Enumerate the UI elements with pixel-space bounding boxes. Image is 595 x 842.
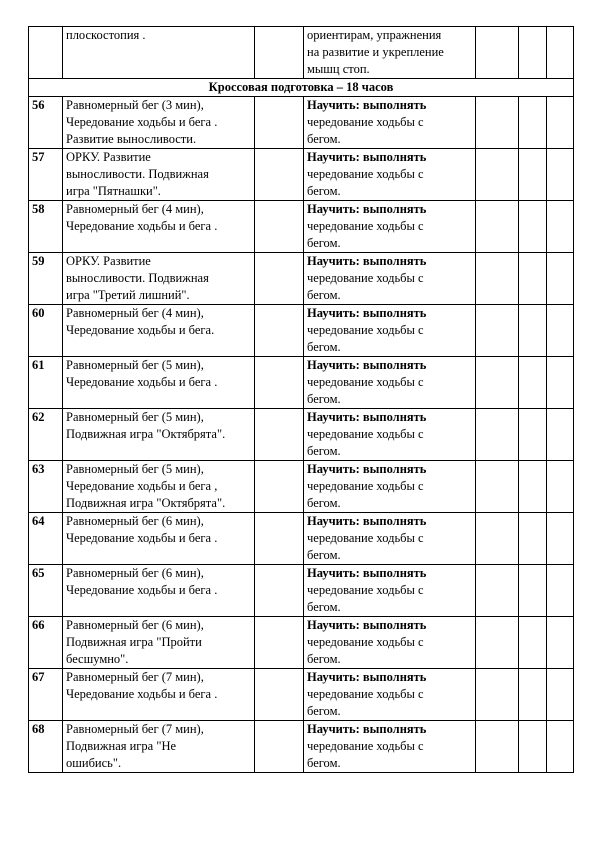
date-plan-cell <box>519 617 547 669</box>
date-plan-cell <box>519 357 547 409</box>
goal-heading: Научить: выполнять <box>307 670 427 684</box>
goal-text: чередование ходьбы с бегом. <box>307 427 424 458</box>
goal-cell <box>304 253 476 305</box>
topic-text: плоскостопия . <box>66 28 146 42</box>
goal-cell <box>304 565 476 617</box>
date-plan-cell <box>519 721 547 773</box>
hours-cell <box>255 253 304 305</box>
table-row <box>29 149 574 201</box>
goal-cell <box>304 305 476 357</box>
date-plan-cell <box>519 513 547 565</box>
date-plan-cell <box>519 409 547 461</box>
lesson-number: 60 <box>29 305 63 357</box>
goal-text: чередование ходьбы с бегом. <box>307 271 424 302</box>
date-plan-cell <box>519 201 547 253</box>
date-fact-cell <box>547 97 574 149</box>
lesson-number: 61 <box>29 357 63 409</box>
date-fact-cell <box>547 27 574 79</box>
topic-cell <box>63 513 255 565</box>
table-row-continuation <box>29 27 574 79</box>
topic-cell <box>63 149 255 201</box>
extra-cell <box>476 305 519 357</box>
topic-text: Равномерный бег (6 мин), Чередование ходьбы и бега . <box>66 514 218 545</box>
hours-cell <box>255 721 304 773</box>
goal-heading: Научить: выполнять <box>307 514 427 528</box>
goal-text: чередование ходьбы с бегом. <box>307 635 424 666</box>
date-fact-cell <box>547 149 574 201</box>
table-row <box>29 721 574 773</box>
hours-cell <box>255 565 304 617</box>
hours-cell <box>255 409 304 461</box>
date-fact-cell <box>547 409 574 461</box>
date-plan-cell <box>519 253 547 305</box>
topic-cell <box>63 201 255 253</box>
extra-cell <box>476 201 519 253</box>
goal-heading: Научить: выполнять <box>307 618 427 632</box>
lesson-number: 64 <box>29 513 63 565</box>
hours-cell <box>255 461 304 513</box>
goal-heading: Научить: выполнять <box>307 566 427 580</box>
hours-cell <box>255 149 304 201</box>
goal-cell <box>304 97 476 149</box>
topic-cell <box>63 253 255 305</box>
extra-cell <box>476 513 519 565</box>
topic-cell <box>63 357 255 409</box>
date-plan-cell <box>519 305 547 357</box>
goal-cell <box>304 357 476 409</box>
date-fact-cell <box>547 617 574 669</box>
topic-text: Равномерный бег (4 мин), Чередование ходьбы и бега. <box>66 306 215 337</box>
section-row <box>29 79 574 97</box>
goal-text: ориентирам, упражнения на развитие и укрепление мышц стоп. <box>307 28 444 76</box>
topic-text: Равномерный бег (5 мин), Подвижная игра "Октябрята". <box>66 410 226 441</box>
hours-cell <box>255 669 304 721</box>
goal-cell <box>304 513 476 565</box>
table-row <box>29 253 574 305</box>
extra-cell <box>476 461 519 513</box>
lesson-number: 59 <box>29 253 63 305</box>
goal-heading: Научить: выполнять <box>307 722 427 736</box>
lesson-number: 62 <box>29 409 63 461</box>
lesson-number: 63 <box>29 461 63 513</box>
topic-cell <box>63 409 255 461</box>
extra-cell <box>476 409 519 461</box>
lesson-number: 68 <box>29 721 63 773</box>
topic-text: Равномерный бег (7 мин), Подвижная игра "Не ошибись". <box>66 722 204 770</box>
hours-cell <box>255 357 304 409</box>
topic-text: Равномерный бег (5 мин), Чередование ходьбы и бега , Подвижная игра "Октябрята". <box>66 462 226 510</box>
hours-cell <box>255 305 304 357</box>
table-row <box>29 409 574 461</box>
date-fact-cell <box>547 513 574 565</box>
extra-cell <box>476 357 519 409</box>
date-fact-cell <box>547 565 574 617</box>
hours-cell <box>255 617 304 669</box>
goal-text: чередование ходьбы с бегом. <box>307 479 424 510</box>
date-fact-cell <box>547 357 574 409</box>
lesson-number: 57 <box>29 149 63 201</box>
table-row <box>29 565 574 617</box>
table-row <box>29 305 574 357</box>
hours-cell <box>255 27 304 79</box>
date-plan-cell <box>519 669 547 721</box>
topic-cell <box>63 461 255 513</box>
goal-text: чередование ходьбы с бегом. <box>307 115 424 146</box>
goal-heading: Научить: выполнять <box>307 462 427 476</box>
goal-heading: Научить: выполнять <box>307 306 427 320</box>
topic-cell <box>63 565 255 617</box>
goal-text: чередование ходьбы с бегом. <box>307 583 424 614</box>
hours-cell <box>255 201 304 253</box>
hours-cell <box>255 513 304 565</box>
goal-cell <box>304 721 476 773</box>
num-cell <box>29 27 63 79</box>
lesson-plan-table <box>28 26 574 773</box>
section-title: Кроссовая подготовка – 18 часов <box>29 79 574 97</box>
goal-text: чередование ходьбы с бегом. <box>307 167 424 198</box>
goal-text: чередование ходьбы с бегом. <box>307 531 424 562</box>
table-row <box>29 669 574 721</box>
table-row <box>29 97 574 149</box>
goal-cell <box>304 669 476 721</box>
date-fact-cell <box>547 461 574 513</box>
topic-cell <box>63 97 255 149</box>
topic-text: Равномерный бег (6 мин), Чередование ходьбы и бега . <box>66 566 218 597</box>
date-plan-cell <box>519 565 547 617</box>
extra-cell <box>476 149 519 201</box>
goal-cell <box>304 27 476 79</box>
extra-cell <box>476 669 519 721</box>
topic-text: ОРКУ. Развитие выносливости. Подвижная игра "Третий лишний". <box>66 254 209 302</box>
topic-text: ОРКУ. Развитие выносливости. Подвижная игра "Пятнашки". <box>66 150 209 198</box>
table-row <box>29 461 574 513</box>
extra-cell <box>476 565 519 617</box>
date-fact-cell <box>547 253 574 305</box>
topic-text: Равномерный бег (6 мин), Подвижная игра "Пройти бесшумно". <box>66 618 204 666</box>
topic-text: Равномерный бег (3 мин), Чередование ходьбы и бега . Развитие выносливости. <box>66 98 218 146</box>
topic-cell <box>63 27 255 79</box>
goal-heading: Научить: выполнять <box>307 98 427 112</box>
lesson-number: 65 <box>29 565 63 617</box>
lesson-number: 66 <box>29 617 63 669</box>
hours-cell <box>255 97 304 149</box>
goal-cell <box>304 617 476 669</box>
goal-text: чередование ходьбы с бегом. <box>307 375 424 406</box>
table-row <box>29 513 574 565</box>
extra-cell <box>476 617 519 669</box>
table-row <box>29 201 574 253</box>
table-row <box>29 617 574 669</box>
table-body <box>29 27 574 773</box>
extra-cell <box>476 97 519 149</box>
lesson-number: 58 <box>29 201 63 253</box>
topic-cell <box>63 669 255 721</box>
goal-heading: Научить: выполнять <box>307 358 427 372</box>
lesson-number: 67 <box>29 669 63 721</box>
date-plan-cell <box>519 461 547 513</box>
topic-text: Равномерный бег (7 мин), Чередование ходьбы и бега . <box>66 670 218 701</box>
date-fact-cell <box>547 305 574 357</box>
goal-heading: Научить: выполнять <box>307 202 427 216</box>
extra-cell <box>476 27 519 79</box>
topic-cell <box>63 721 255 773</box>
goal-cell <box>304 461 476 513</box>
goal-heading: Научить: выполнять <box>307 410 427 424</box>
date-plan-cell <box>519 149 547 201</box>
goal-text: чередование ходьбы с бегом. <box>307 739 424 770</box>
date-fact-cell <box>547 201 574 253</box>
goal-cell <box>304 149 476 201</box>
goal-text: чередование ходьбы с бегом. <box>307 323 424 354</box>
date-plan-cell <box>519 27 547 79</box>
goal-cell <box>304 201 476 253</box>
date-fact-cell <box>547 669 574 721</box>
goal-heading: Научить: выполнять <box>307 150 427 164</box>
table-row <box>29 357 574 409</box>
topic-text: Равномерный бег (5 мин), Чередование ходьбы и бега . <box>66 358 218 389</box>
goal-text: чередование ходьбы с бегом. <box>307 687 424 718</box>
topic-cell <box>63 617 255 669</box>
date-plan-cell <box>519 97 547 149</box>
topic-text: Равномерный бег (4 мин), Чередование ходьбы и бега . <box>66 202 218 233</box>
extra-cell <box>476 253 519 305</box>
goal-text: чередование ходьбы с бегом. <box>307 219 424 250</box>
goal-cell <box>304 409 476 461</box>
goal-heading: Научить: выполнять <box>307 254 427 268</box>
lesson-number: 56 <box>29 97 63 149</box>
topic-cell <box>63 305 255 357</box>
extra-cell <box>476 721 519 773</box>
date-fact-cell <box>547 721 574 773</box>
